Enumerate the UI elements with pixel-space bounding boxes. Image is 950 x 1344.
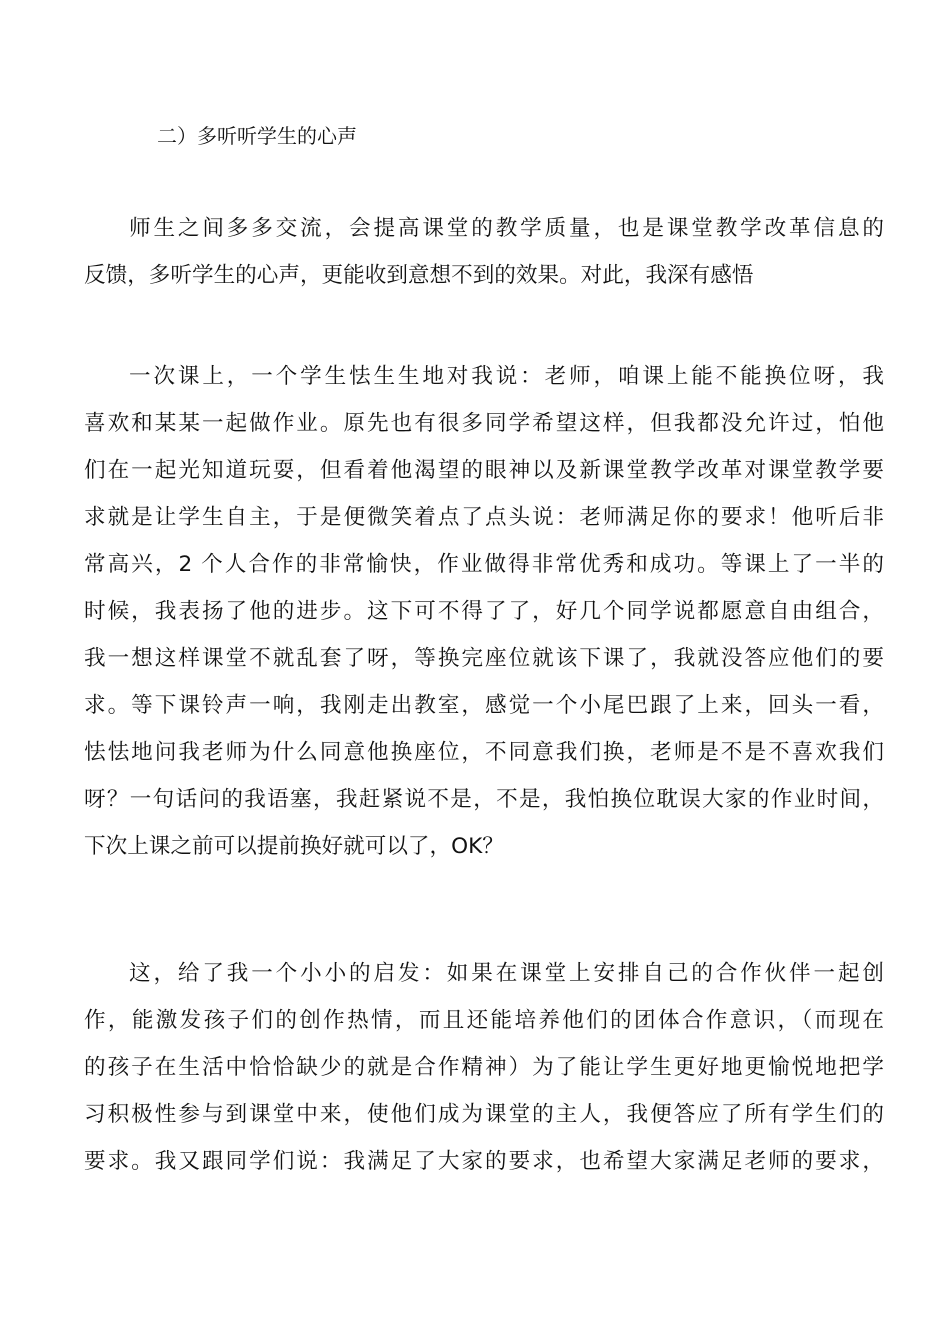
text-line: 下次上课之前可以提前换好就可以了，OK？ (84, 834, 504, 859)
text-line: 怯怯地问我老师为什么同意他换座位，不同意我们换，老师是不是不喜欢我们 (84, 740, 884, 765)
text-line: 常高兴，2 个人合作的非常愉快，作业做得非常优秀和成功。等课上了一半的 (84, 552, 884, 577)
text-line: 师生之间多多交流，会提高课堂的教学质量，也是课堂教学改革信息的 (129, 216, 884, 241)
text-line: 呀？一句话问的我语塞，我赶紧说不是，不是，我怕换位耽误大家的作业时间， (84, 787, 884, 812)
text-line: 我一想这样课堂不就乱套了呀，等换完座位就该下课了，我就没答应他们的要 (84, 646, 884, 671)
text-line: 们在一起光知道玩耍，但看着他渴望的眼神以及新课堂教学改革对课堂教学要 (84, 458, 884, 483)
section-heading: 二）多听听学生的心声 (157, 124, 357, 148)
text-line: 反馈，多听学生的心声，更能收到意想不到的效果。对此，我深有感悟 (84, 263, 754, 288)
text-line: 一次课上，一个学生怯生生地对我说：老师，咱课上能不能换位呀，我 (129, 364, 884, 389)
text-line: 求就是让学生自主，于是便微笑着点了点头说：老师满足你的要求！他听后非 (84, 505, 884, 530)
paragraph-3 (84, 950, 884, 1185)
paragraph-1 (84, 205, 884, 299)
text-line: 要求。我又跟同学们说：我满足了大家的要求，也希望大家满足老师的要求， (84, 1149, 884, 1174)
text-line: 作，能激发孩子们的创作热情，而且还能培养他们的团体合作意识，（而现在 (84, 1008, 884, 1033)
text-line: 这，给了我一个小小的启发：如果在课堂上安排自己的合作伙伴一起创 (129, 961, 884, 986)
text-line: 时候，我表扬了他的进步。这下可不得了了，好几个同学说都愿意自由组合， (84, 599, 884, 624)
text-line: 习积极性参与到课堂中来，使他们成为课堂的主人，我便答应了所有学生们的 (84, 1102, 884, 1127)
text-line: 的孩子在生活中恰恰缺少的就是合作精神）为了能让学生更好地更愉悦地把学 (84, 1055, 884, 1080)
text-line: 喜欢和某某一起做作业。原先也有很多同学希望这样，但我都没允许过，怕他 (84, 411, 884, 436)
paragraph-2 (84, 353, 884, 870)
text-line: 求。等下课铃声一响，我刚走出教室，感觉一个小尾巴跟了上来，回头一看， (84, 693, 884, 718)
